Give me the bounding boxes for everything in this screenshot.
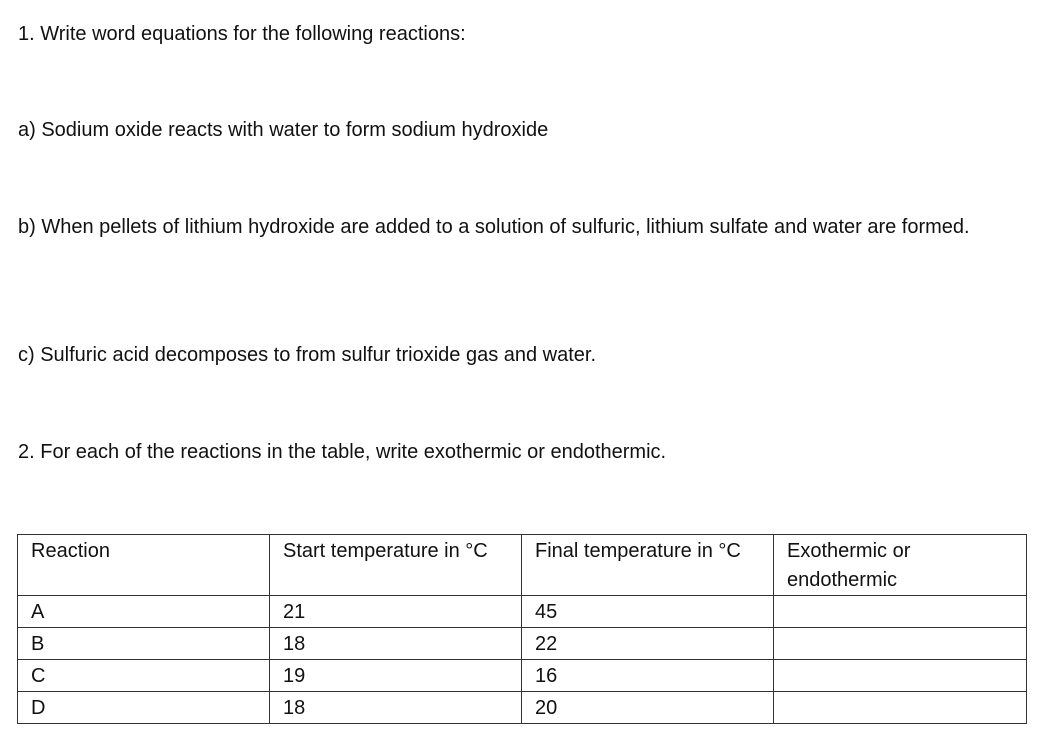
- cell-answer[interactable]: [774, 596, 1027, 628]
- cell-final-temperature: 22: [522, 628, 774, 660]
- header-exothermic-or-endothermic: Exothermic or endothermic: [774, 535, 1027, 596]
- header-reaction: Reaction: [18, 535, 270, 596]
- header-start-temperature: Start temperature in °C: [270, 535, 522, 596]
- table-row: [18, 660, 1027, 692]
- table-row: [18, 628, 1027, 660]
- question-1c-text: c) Sulfuric acid decomposes to from sulfur trioxide gas and water.: [18, 344, 597, 366]
- header-final-temperature: Final temperature in °C: [522, 535, 774, 596]
- cell-reaction: B: [18, 628, 270, 660]
- cell-final-temperature: 45: [522, 596, 774, 628]
- cell-answer[interactable]: [774, 692, 1027, 724]
- cell-start-temperature: 18: [270, 692, 522, 724]
- cell-start-temperature: 21: [270, 596, 522, 628]
- question-1-heading: 1. Write word equations for the following reactions:: [18, 23, 466, 45]
- cell-reaction: A: [18, 596, 270, 628]
- cell-answer[interactable]: [774, 628, 1027, 660]
- cell-reaction: D: [18, 692, 270, 724]
- cell-reaction: C: [18, 660, 270, 692]
- cell-start-temperature: 18: [270, 628, 522, 660]
- reactions-table: [17, 534, 1027, 724]
- table-row: [18, 596, 1027, 628]
- cell-final-temperature: 20: [522, 692, 774, 724]
- table-row: [18, 692, 1027, 724]
- question-1b-text: b) When pellets of lithium hydroxide are added to a solution of sulfuric, lithium sulfate and water are formed.: [18, 216, 970, 238]
- question-1a-text: a) Sodium oxide reacts with water to form sodium hydroxide: [18, 119, 549, 141]
- table-header-row: [18, 535, 1027, 596]
- cell-start-temperature: 19: [270, 660, 522, 692]
- cell-final-temperature: 16: [522, 660, 774, 692]
- question-2-heading: 2. For each of the reactions in the table, write exothermic or endothermic.: [18, 441, 667, 463]
- cell-answer[interactable]: [774, 660, 1027, 692]
